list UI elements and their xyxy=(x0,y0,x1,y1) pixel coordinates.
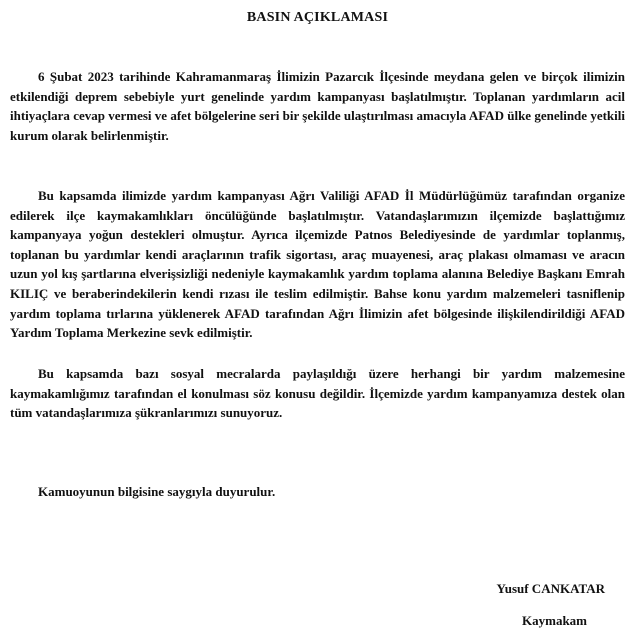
signature-name: Yusuf CANKATAR xyxy=(496,581,605,596)
paragraph-closing: Kamuoyunun bilgisine saygıyla duyurulur. xyxy=(38,484,276,499)
document-title: BASIN AÇIKLAMASI xyxy=(246,10,389,25)
signature-title: Kaymakam xyxy=(522,613,587,628)
paragraph-agri-campaign: Bu kapsamda ilimizde yardım kampanyası Ağrı Valiliği AFAD İl Müdürlüğümüz tarafından organize edilerek ilçe kaymakamlıkları öncülüğünde başlatılmıştır. Vatandaşlarımızın ilçemizde başlattığımız kampanyaya yoğun destekleri olmuştur. Ayrıca ilçemizde Patnos Belediyesinde de yardımlar toplanmış, toplanan bu yardımlar kendi araçlarının trafik sigortası, araç muayenesi, araç plakası olmaması ve aracın uzun yol kış şartlarına elverişsizliği nedeniyle kaymakamlık yardım toplama alanına Belediye Başkanı Emrah KILIÇ ve beraberindekilerin kendi rızası ile teslim edilmiştir. Bahse konu yardım malzemeleri tasniflenip yardım toplama tırlarına yüklenerek AFAD tarafından Ağrı İlimizin afet bölgesinde ilişkilendirildiği AFAD Yardım Toplama Merkezine sevk edilmiştir. xyxy=(10,188,625,341)
paragraph-social-media-denial: Bu kapsamda bazı sosyal mecralarda paylaşıldığı üzere herhangi bir yardım malzemesine kaymakamlığımız tarafından el konulması söz konusu değildir. İlçemizde yardım kampanyamıza destek olan tüm vatandaşlarımıza şükranlarımızı sunuyoruz. xyxy=(10,366,625,421)
paragraph-earthquake-campaign: 6 Şubat 2023 tarihinde Kahramanmaraş İlimizin Pazarcık İlçesinde meydana gelen ve birçok ilimizin etkilendiği deprem sebebiyle yurt genelinde yardım kampanyası başlatılmıştır. Toplanan yardımların acil ihtiyaçlara cevap vermesi ve afet bölgelerine seri bir şekilde ulaştırılması amacıyla AFAD ülke genelinde yetkili kurum olarak belirlenmiştir. xyxy=(10,69,625,143)
